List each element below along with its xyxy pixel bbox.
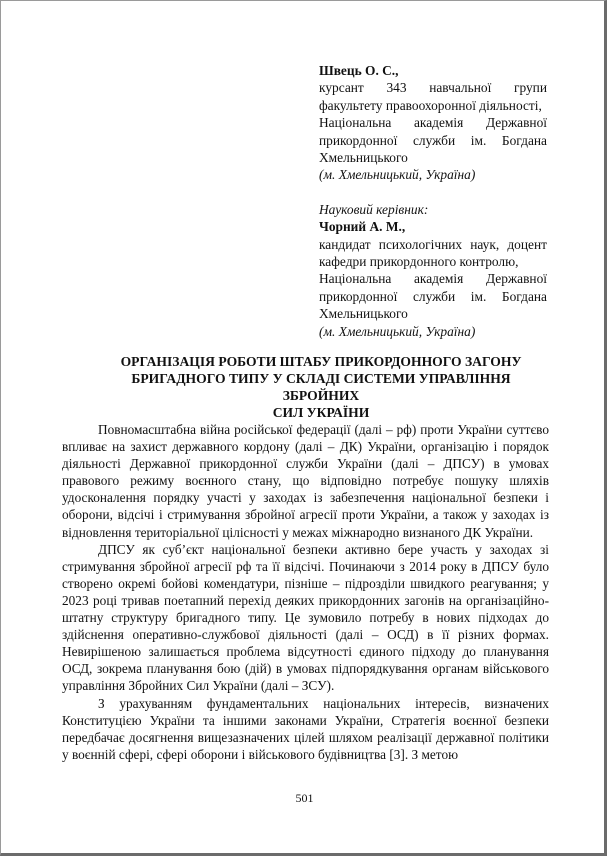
supervisor-name: Чорний А. М., xyxy=(319,219,406,235)
author-institution: Національна академія Державної прикордонної служби ім. Богдана Хмельницького xyxy=(319,115,547,166)
author-info xyxy=(319,62,547,340)
title-line-3: СИЛ УКРАЇНИ xyxy=(272,405,370,420)
supervisor-block xyxy=(319,201,547,340)
author-name: Швець О. С., xyxy=(319,63,399,78)
article-title xyxy=(96,353,546,421)
title-line-1: ОРГАНІЗАЦІЯ РОБОТИ ШТАБУ ПРИКОРДОННОГО ЗАГОНУ xyxy=(120,354,522,369)
page-number: 501 xyxy=(295,791,314,805)
author-city: (м. Хмельницький, Україна) xyxy=(319,167,476,183)
paragraph-2: ДПСУ як суб’єкт національної безпеки активно бере участь у заходах зі стримування збройної агресії рф та її відсічі. Починаючи з 2014 року в ДПСУ було створено окремі бойові комендатури, пізніше – підрозділи швидкого реагування; у 2023 році тривав поетапний перехід деяких прикордонних загонів на організаційно-штатну структуру бригадного типу. Це зумовило потребу в нових підходах до здійснення оперативно-службової діяльності (далі – ОСД) в її різних формах. Невирішеною залишається проблема відсутності єдиного підходу до планування ОСД, зокрема планування бою (дій) в умовах підпорядкування органам військового управління Збройних Сил України (далі – ЗСУ). xyxy=(62,541,549,694)
supervisor-label: Науковий керівник: xyxy=(319,201,429,217)
supervisor-institution: Національна академія Державної прикордонної служби ім. Богдана Хмельницького xyxy=(319,271,547,322)
paragraph-3: З урахуванням фундаментальних національних інтересів, визначених Конституцією України та іншими законами України, Стратегія воєнної безпеки передбачає досягнення вищезазначених цілей шляхом реалізації державної політики у воєнній сфері, сфері оборони і військового будівництва [3]. З метою xyxy=(62,695,549,762)
title-line-2: БРИГАДНОГО ТИПУ У СКЛАДІ СИСТЕМИ УПРАВЛІННЯ ЗБРОЙНИХ xyxy=(131,371,511,403)
author-block xyxy=(319,62,547,184)
author-position: курсант 343 навчальної групи факультету правоохоронної діяльності, xyxy=(319,80,547,113)
article-body xyxy=(62,421,549,763)
supervisor-position: кандидат психологічних наук, доцент кафедри прикордонного контролю, xyxy=(319,236,547,270)
spacer xyxy=(319,184,547,201)
supervisor-city: (м. Хмельницький, Україна) xyxy=(319,323,476,339)
paragraph-1: Повномасштабна війна російської федерації (далі – рф) проти України суттєво впливає на захист державного кордону (далі – ДК) України, організацію і порядок діяльності Державної прикордонної служби України (далі – ДПСУ) в умовах правового режиму воєнного стану, що відповідно потребує пошуку шляхів удосконалення порядку участі у заходах із забезпечення національної безпеки і оборони, відсічі і стримування збройної агресії проти України, а також у заходах із відновлення територіальної цілісності у межах міжнародно визнаного ДК України. xyxy=(62,422,549,540)
